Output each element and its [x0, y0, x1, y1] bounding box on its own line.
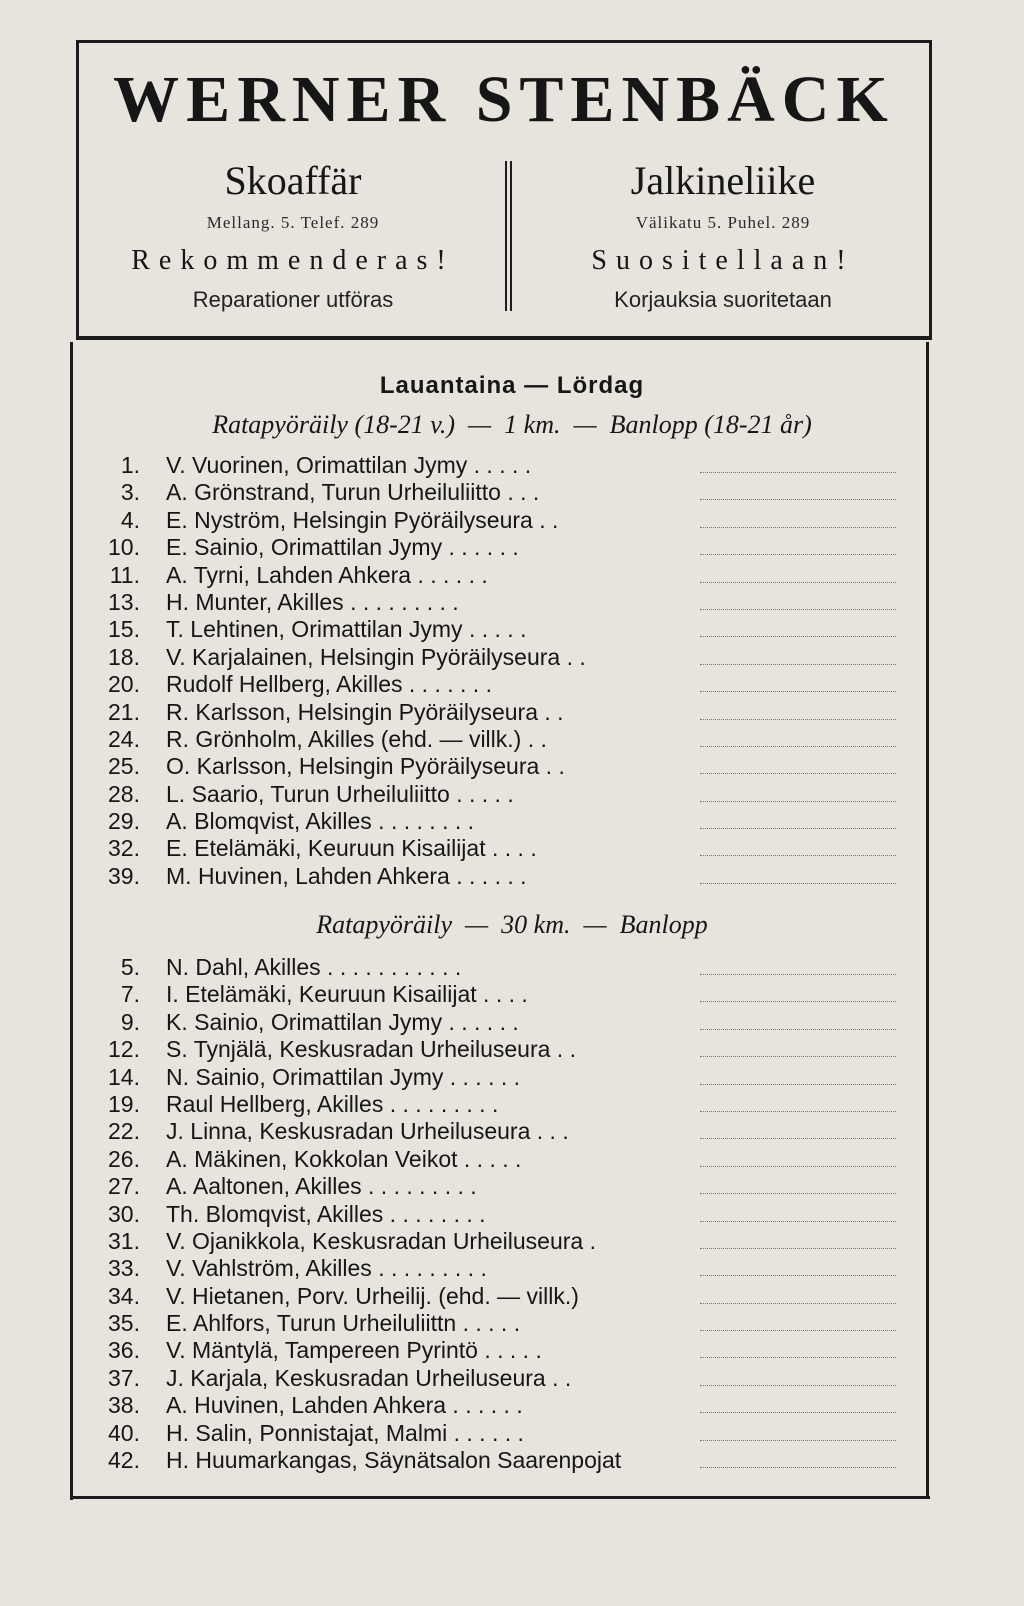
ad-swedish-column — [93, 158, 493, 313]
result-line — [700, 1275, 896, 1276]
ad-repair-note-sv: Reparationer utföras — [192, 287, 394, 312]
entry-number: 5. — [120, 954, 140, 980]
entry-number: 24. — [108, 725, 140, 752]
entry-row — [0, 1201, 1024, 1228]
result-line — [700, 1084, 896, 1085]
entry-name: L. Saario, Turun Urheiluliitto . . . . . — [166, 780, 514, 807]
entry-number: 29. — [108, 808, 140, 835]
entry-row — [0, 534, 1024, 561]
entry-row — [0, 507, 1024, 534]
entry-row — [0, 644, 1024, 671]
result-line — [700, 691, 896, 692]
day-heading: Lauantaina — Lördag — [379, 372, 645, 399]
entry-name: V. Mäntylä, Tampereen Pyrintö . . . . . — [166, 1337, 542, 1364]
entry-name: I. Etelämäki, Keuruun Kisailijat . . . . — [166, 981, 528, 1008]
result-line — [700, 746, 896, 747]
entry-row — [0, 589, 1024, 616]
entry-number: 28. — [108, 780, 140, 807]
entry-row — [0, 1392, 1024, 1419]
entry-row — [0, 562, 1024, 589]
entry-number: 10. — [108, 534, 140, 561]
entry-list-1km — [0, 452, 1024, 890]
result-line — [700, 1111, 896, 1112]
result-line — [700, 773, 896, 774]
entry-row — [0, 981, 1024, 1008]
entry-row — [0, 1228, 1024, 1255]
entry-number: 9. — [120, 1008, 140, 1035]
entry-row — [0, 1173, 1024, 1200]
entry-name: H. Munter, Akilles . . . . . . . . . — [166, 588, 459, 615]
entry-row — [0, 699, 1024, 726]
entry-row — [0, 726, 1024, 753]
result-line — [700, 1330, 896, 1331]
entry-name: R. Grönholm, Akilles (ehd. — villk.) . . — [166, 725, 547, 752]
entry-name: V. Vuorinen, Orimattilan Jymy . . . . . — [166, 452, 532, 478]
entry-row — [0, 835, 1024, 862]
result-line — [700, 664, 896, 665]
entry-name: T. Lehtinen, Orimattilan Jymy . . . . . — [166, 616, 527, 643]
entry-row — [0, 1283, 1024, 1310]
entry-row — [0, 671, 1024, 698]
entry-name: E. Ahlfors, Turun Urheiluliittn . . . . . — [166, 1310, 521, 1337]
entry-number: 32. — [108, 835, 140, 862]
entry-name: J. Karjala, Keskusradan Urheiluseura . . — [166, 1364, 572, 1391]
entry-row — [0, 1255, 1024, 1282]
entry-number: 3. — [120, 479, 140, 506]
entry-name: H. Huumarkangas, Säynätsalon Saarenpojat — [166, 1447, 622, 1474]
entry-row — [0, 1310, 1024, 1337]
result-line — [700, 1440, 896, 1441]
entry-number: 13. — [108, 588, 140, 615]
result-line — [700, 883, 896, 884]
entry-name: V. Karjalainen, Helsingin Pyöräilyseura . . — [166, 643, 586, 670]
entry-name: A. Huvinen, Lahden Ahkera . . . . . . — [166, 1392, 523, 1419]
entry-row — [0, 781, 1024, 808]
entry-name: J. Linna, Keskusradan Urheiluseura . . . — [166, 1118, 569, 1145]
ad-slogan-fi: Suositellaan! — [591, 245, 855, 276]
entry-row — [0, 1036, 1024, 1063]
ad-shop-name-fi: Jalkineliike — [630, 158, 816, 203]
entry-name: Raul Hellberg, Akilles . . . . . . . . . — [166, 1090, 499, 1117]
entry-number: 4. — [120, 506, 140, 533]
result-line — [700, 582, 896, 583]
entry-row — [0, 863, 1024, 890]
entry-row — [0, 452, 1024, 479]
entry-row — [0, 1447, 1024, 1474]
ad-address-sv: Mellang. 5. Telef. 289 — [206, 213, 380, 232]
entry-name: O. Karlsson, Helsingin Pyöräilyseura . . — [166, 753, 565, 780]
result-line — [700, 974, 896, 975]
entry-number: 39. — [108, 862, 140, 889]
result-line — [700, 1303, 896, 1304]
entry-name: E. Nyström, Helsingin Pyöräilyseura . . — [166, 506, 559, 533]
entry-row — [0, 616, 1024, 643]
entry-number: 33. — [108, 1255, 140, 1282]
ad-column-divider — [505, 161, 512, 311]
entry-number: 7. — [120, 981, 140, 1008]
entry-name: A. Tyrni, Lahden Ahkera . . . . . . — [166, 561, 488, 588]
entry-name: V. Vahlström, Akilles . . . . . . . . . — [166, 1255, 487, 1282]
result-line — [700, 719, 896, 720]
entry-number: 19. — [108, 1090, 140, 1117]
result-line — [700, 801, 896, 802]
shoe-shop-advertisement — [76, 40, 932, 340]
ad-shop-name-sv: Skoaffär — [224, 158, 362, 203]
entry-number: 14. — [108, 1063, 140, 1090]
entry-row — [0, 1337, 1024, 1364]
entry-row — [0, 1091, 1024, 1118]
entry-name: V. Hietanen, Porv. Urheilij. (ehd. — villk.) — [166, 1282, 579, 1309]
event-heading-30km: Ratapyöräily — 30 km. — Banlopp — [316, 910, 708, 939]
frame-bottom-border — [70, 1496, 930, 1499]
entry-row — [0, 808, 1024, 835]
entry-row — [0, 1009, 1024, 1036]
entry-name: S. Tynjälä, Keskusradan Urheiluseura . . — [166, 1036, 576, 1063]
entry-number: 26. — [108, 1145, 140, 1172]
entry-number: 25. — [108, 753, 140, 780]
entry-row — [0, 479, 1024, 506]
result-line — [700, 1001, 896, 1002]
result-line — [700, 828, 896, 829]
entry-number: 40. — [108, 1419, 140, 1446]
result-line — [700, 1166, 896, 1167]
entry-number: 15. — [108, 616, 140, 643]
entry-number: 42. — [108, 1447, 140, 1474]
entry-name: V. Ojanikkola, Keskusradan Urheiluseura . — [166, 1227, 596, 1254]
entry-name: E. Sainio, Orimattilan Jymy . . . . . . — [166, 534, 519, 561]
entry-name: M. Huvinen, Lahden Ahkera . . . . . . — [166, 862, 527, 889]
result-line — [700, 1221, 896, 1222]
entry-number: 31. — [108, 1227, 140, 1254]
entry-name: K. Sainio, Orimattilan Jymy . . . . . . — [166, 1008, 519, 1035]
result-line — [700, 499, 896, 500]
entry-number: 12. — [108, 1036, 140, 1063]
result-line — [700, 855, 896, 856]
entry-name: H. Salin, Ponnistajat, Malmi . . . . . . — [166, 1419, 524, 1446]
entry-number: 34. — [108, 1282, 140, 1309]
entry-number: 22. — [108, 1118, 140, 1145]
result-line — [700, 472, 896, 473]
entry-row — [0, 1146, 1024, 1173]
result-line — [700, 1357, 896, 1358]
result-line — [700, 554, 896, 555]
entry-name: R. Karlsson, Helsingin Pyöräilyseura . . — [166, 698, 564, 725]
entry-name: A. Aaltonen, Akilles . . . . . . . . . — [166, 1173, 477, 1200]
entry-name: N. Sainio, Orimattilan Jymy . . . . . . — [166, 1063, 521, 1090]
result-line — [700, 1056, 896, 1057]
entry-number: 30. — [108, 1200, 140, 1227]
entry-name: Rudolf Hellberg, Akilles . . . . . . . — [166, 671, 492, 698]
entry-row — [0, 1365, 1024, 1392]
result-line — [700, 1467, 896, 1468]
entry-name: A. Grönstrand, Turun Urheiluliitto . . . — [166, 479, 540, 506]
entry-row — [0, 1118, 1024, 1145]
entry-number: 37. — [108, 1364, 140, 1391]
event-heading-1km: Ratapyöräily (18-21 v.) — 1 km. — Banlopp (18-21 år) — [212, 410, 812, 439]
entry-name: A. Mäkinen, Kokkolan Veikot . . . . . — [166, 1145, 522, 1172]
ad-repair-note-fi: Korjauksia suoritetaan — [614, 287, 832, 312]
entry-name: Th. Blomqvist, Akilles . . . . . . . . — [166, 1200, 486, 1227]
entry-number: 36. — [108, 1337, 140, 1364]
entry-row — [0, 1064, 1024, 1091]
result-line — [700, 636, 896, 637]
result-line — [700, 1029, 896, 1030]
result-line — [700, 1412, 896, 1413]
ad-address-fi: Välikatu 5. Puhel. 289 — [635, 213, 811, 232]
entry-list-30km — [0, 954, 1024, 1474]
ad-slogan-sv: Rekommenderas! — [131, 245, 455, 276]
result-line — [700, 1193, 896, 1194]
result-line — [700, 1248, 896, 1249]
entry-number: 20. — [108, 671, 140, 698]
entry-number: 18. — [108, 643, 140, 670]
result-line — [700, 1138, 896, 1139]
ad-title: WERNER STENBÄCK — [113, 63, 895, 136]
result-line — [700, 527, 896, 528]
result-line — [700, 609, 896, 610]
entry-number: 21. — [108, 698, 140, 725]
entry-row — [0, 1420, 1024, 1447]
entry-number: 27. — [108, 1173, 140, 1200]
entry-name: A. Blomqvist, Akilles . . . . . . . . — [166, 808, 475, 835]
entry-row — [0, 954, 1024, 981]
entry-number: 11. — [109, 561, 140, 588]
entry-name: N. Dahl, Akilles . . . . . . . . . . . — [166, 954, 462, 980]
ad-finnish-column — [523, 158, 923, 313]
entry-number: 35. — [108, 1310, 140, 1337]
result-line — [700, 1385, 896, 1386]
entry-number: 1. — [120, 452, 140, 478]
entry-name: E. Etelämäki, Keuruun Kisailijat . . . . — [166, 835, 537, 862]
entry-number: 38. — [108, 1392, 140, 1419]
entry-row — [0, 753, 1024, 780]
